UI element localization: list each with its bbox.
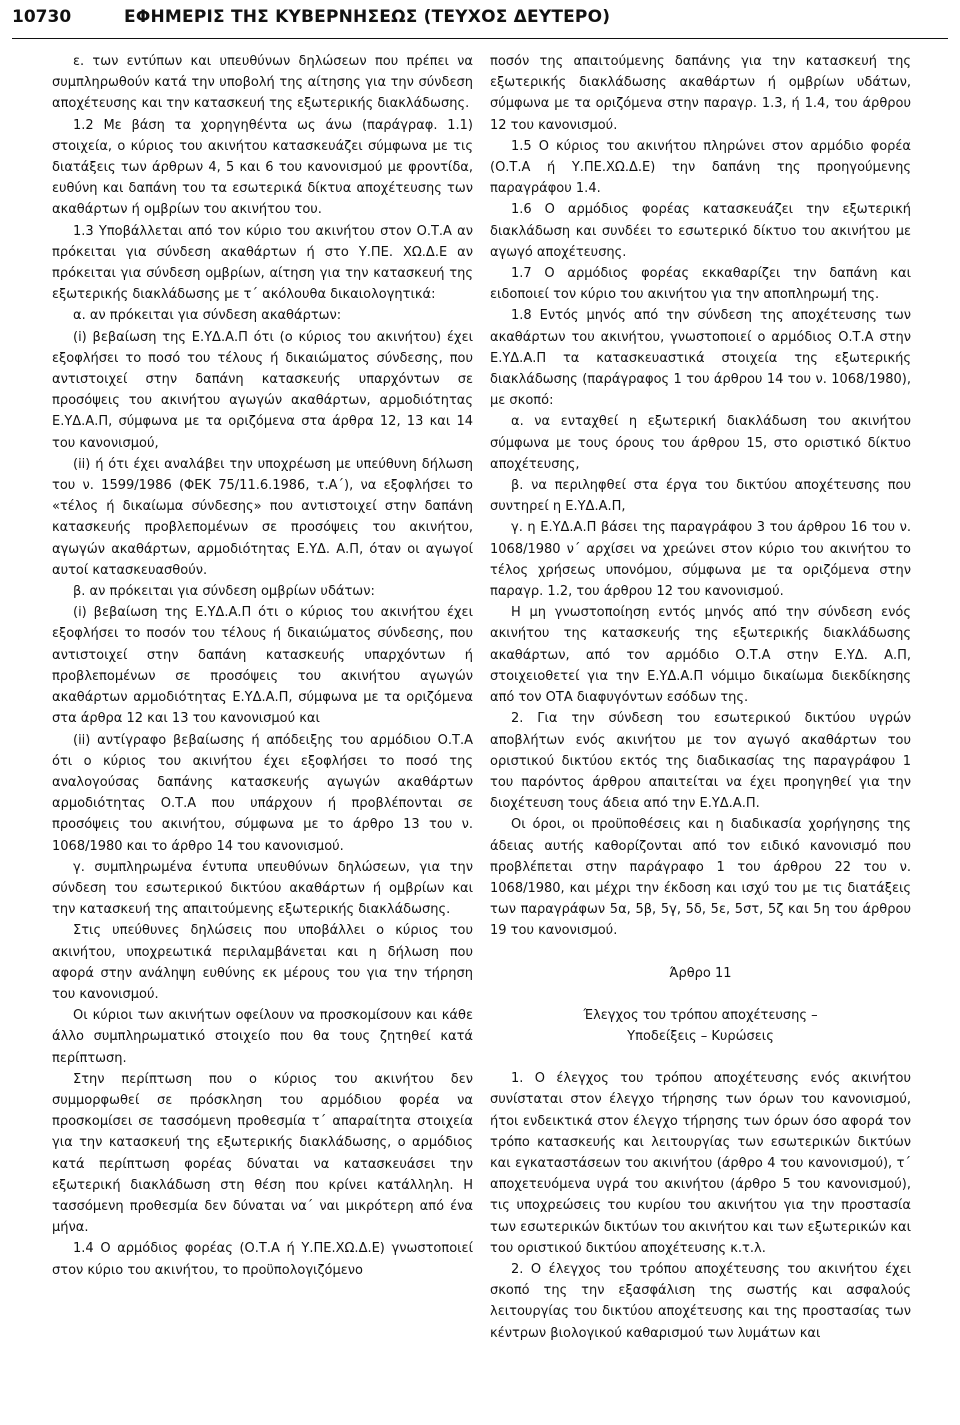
paragraph: (ii) αντίγραφο βεβαίωσης ή απόδειξης του αρμόδιου Ο.Τ.Α ότι ο κύριος του ακινήτου έχει εξοφλήσει το ποσό της αναλογούσας δαπάνης κατασκευής αγωγών ακαθάρτων αρμοδιότητας Ο.Τ.Α που υπάρχουν ή προβλέπονται σε προσόψεις του ακινήτου, σύμφωνα με το άρθρο 13 του ν. 1068/1980 και το άρθρο 14 του κανονισμού. <box>52 732 473 854</box>
paragraph: Στις υπεύθυνες δηλώσεις που υποβάλλει ο κύριος του ακινήτου, υποχρεωτικά περιλαμβάνεται και η δήλωση που αφορά στην ανάληψη ευθύνης εκ μέρους του για την τήρηση του κανονισμού. <box>52 923 473 1002</box>
paragraph: 1.3 Υποβάλλεται από τον κύριο του ακινήτου στον Ο.Τ.Α αν πρόκειται για σύνδεση ακαθάρτων ή στο Υ.ΠΕ. ΧΩ.Δ.Ε αν πρόκειται για σύνδεση ομβρίων, αίτηση για την κατασκευή της εξωτερικής διακλάδωσης με τ΄ ακόλουθα δικαιολογητικά: <box>52 223 473 303</box>
paragraph: Οι κύριοι των ακινήτων οφείλουν να προσκομίσουν και κάθε άλλο συμπληρωματικό στοιχείο που θα τους ζητηθεί κατά περίπτωση. <box>52 1008 473 1066</box>
gazette-title: ΕΦΗΜΕΡΙΣ ΤΗΣ ΚΥΒΕΡΝΗΣΕΩΣ (ΤΕΥΧΟΣ ΔΕΥΤΕΡΟ) <box>124 7 611 27</box>
paragraph: β. αν πρόκειται για σύνδεση ομβρίων υδάτων: <box>73 584 375 600</box>
paragraph: γ. η Ε.ΥΔ.Α.Π βάσει της παραγράφου 3 του άρθρου 16 του ν. 1068/1980 ν΄ αρχίσει να χρεώνει στον κύριο του ακινήτου το τέλος χρήσεως υπονόμου, σύμφωνα με τα οριζόμενα στην παραγρ. 1.2, του άρθρου 12 του κανονισμού. <box>490 520 911 600</box>
paragraph: 1.6 Ο αρμόδιος φορέας κατασκευάζει την εξωτερική διακλάδωση και συνδέει το εσωτερικό δίκτυο του ακινήτου με αγωγό αποχέτευσης. <box>490 202 911 260</box>
article-title-line1: Έλεγχος του τρόπου αποχέτευσης – <box>583 1007 818 1023</box>
paragraph: γ. συμπληρωμένα έντυπα υπευθύνων δηλώσεων, για την σύνδεση του εσωτερικού δικτύου ακαθάρτων ή ομβρίων και την κατασκευή της απαιτούμενης εξωτερικής διακλάδωσης. <box>52 859 473 918</box>
paragraph: 1. Ο έλεγχος του τρόπου αποχέτευσης ενός ακινήτου συνίσταται στον έλεγχο τήρησης των όρων του κανονισμού, ήτοι ενδεικτικά στον έλεγχο τήρησης των όρων όσο αφορά τον τρόπο κατασκευής και λειτουργίας των εσωτερικών δικτύων και εγκαταστάσεων του ακινήτου (άρθρο 4 του κανονισμού), τ΄ αποχετευόμενα υγρά του ακινήτου (άρθρο 5 του κανονισμού), τις υποχρεώσεις του κυρίου του ακινήτου για την προστασία των εσωτερικών δικτύων του ακινήτου και των εξωτερικών και του οριστικού δικτύου αποχέτευσης κ.τ.λ. <box>490 1071 911 1256</box>
right-column <box>490 51 911 1421</box>
paragraph: (ii) ή ότι έχει αναλάβει την υποχρέωση με υπεύθυνη δήλωση του ν. 1599/1986 (ΦΕΚ 75/11.6.1986, τ.Α΄), να εξοφλήσει το «τέλος ή δικαίωμα σύνδεσης» που αντιστοιχεί στην δαπάνη κατασκευής προβλεπομένων σε προσόψεις του ακινήτου, αγωγών ακαθάρτων, αρμοδιότητας Ε.ΥΔ. Α.Π, όταν οι αγωγοί αυτοί κατασκευασθούν. <box>52 456 473 578</box>
paragraph: 1.5 Ο κύριος του ακινήτου πληρώνει στον αρμόδιο φορέα (Ο.Τ.Α ή Υ.ΠΕ.ΧΩ.Δ.Ε) την δαπάνη της προηγούμενης παραγράφου 1.4. <box>490 138 911 197</box>
paragraph: Οι όροι, οι προϋποθέσεις και η διαδικασία χορήγησης της άδειας αυτής καθορίζονται από τον ειδικό κανονισμό που προβλέπεται στην παράγραφο 1 του άρθρου 22 του ν. 1068/1980, και μέχρι την έκδοση και ισχύ του με τις διατάξεις των παραγράφων 5α, 5β, 5γ, 5δ, 5ε, 5στ, 5ζ και 5η του άρθρου 19 του κανονισμού. <box>490 817 911 939</box>
page-number: 10730 <box>12 7 72 27</box>
paragraph: 1.7 Ο αρμόδιος φορέας εκκαθαρίζει την δαπάνη και ειδοποιεί τον κύριο του ακινήτου για την αποπληρωμή της. <box>490 266 911 303</box>
paragraph: α. να ενταχθεί η εξωτερική διακλάδωση του ακινήτου σύμφωνα με τους όρους του άρθρου 15, στο οριστικό δίκτυο αποχέτευσης, <box>490 414 911 472</box>
paragraph: ποσόν της απαιτούμενης δαπάνης για την κατασκευή της εξωτερικής διακλάδωσης ακαθάρτων ή ομβρίων υδάτων, σύμφωνα με τα οριζόμενα στην παραγρ. 1.3, ή 1.4, του άρθρου 12 του κανονισμού. <box>490 54 911 133</box>
article-number: Άρθρο 11 <box>669 965 732 981</box>
paragraph: ε. των εντύπων και υπευθύνων δηλώσεων που πρέπει να συμπληρωθούν κατά την υποβολή της αίτησης για την σύνδεση αποχέτευσης και την κατασκευή της εξωτερικής διακλάδωσης. <box>52 54 473 112</box>
page-header <box>12 2 952 32</box>
paragraph: 1.8 Εντός μηνός από την σύνδεση της αποχέτευσης των ακαθάρτων του ακινήτου, γνωστοποιεί ο αρμόδιος Ο.Τ.Α στην Ε.ΥΔ.Α.Π τα κατασκευαστικά στοιχεία της εξωτερικής διακλάδωσης (παράγραφος 1 του άρθρου 14 του ν. 1068/1980), με σκοπό: <box>490 308 911 409</box>
paragraph: (i) βεβαίωση της Ε.ΥΔ.Α.Π ότι ο κύριος του ακινήτου έχει εξοφλήσει το ποσόν του τέλους ή δικαιώματος σύνδεσης, που αντιστοιχεί στην δαπάνη κατασκευής υπαρχόντων ή προβλεπομένων σε προσόψεις του ακινήτου αγωγών ακαθάρτων αρμοδιότητας Ε.ΥΔ.Α.Π, σύμφωνα με τα οριζόμενα στα άρθρα 12 και 13 του κανονισμού και <box>52 605 473 727</box>
paragraph: 1.2 Με βάση τα χορηγηθέντα ως άνω (παράγραφ. 1.1) στοιχεία, ο κύριος του ακινήτου κατασκευάζει σύμφωνα με τις διατάξεις των άρθρων 4, 5 και 6 του κανονισμού με φροντίδα, ευθύνη και δαπάνη του τα εσωτερικά δίκτυα αποχέτευσης των ακαθάρτων ή ομβρίων του ακινήτου του. <box>52 117 473 218</box>
paragraph: (i) βεβαίωση της Ε.ΥΔ.Α.Π ότι (ο κύριος του ακινήτου) έχει εξοφλήσει το ποσό του τέλους ή δικαιώματος σύνδεσης, που αντιστοιχεί στην δαπάνη κατασκευής υπαρχόντων σε προσόψεις του ακινήτου αγωγών ακαθάρτων, αρμοδιότητας Ε.ΥΔ.Α.Π, σύμφωνα με τα οριζόμενα στα άρθρα 12, 13 και 14 του κανονισμού, <box>52 329 473 451</box>
article-title-line2: Υποδείξεις – Κυρώσεις <box>627 1028 774 1044</box>
paragraph: α. αν πρόκειται για σύνδεση ακαθάρτων: <box>73 308 342 324</box>
paragraph: Στην περίπτωση που ο κύριος του ακινήτου δεν συμμορφωθεί σε πρόσκληση του αρμόδιου φορέα να προσκομίσει σε τασσόμενη προθεσμία τ΄ απαραίτητα στοιχεία για την κατασκευή της εξωτερικής διακλάδωσης, ο αρμόδιος κατά περίπτωση φορέας δύναται να κατασκευάσει την εξωτερική διακλάδωση στη θέση που κρίνει κατάλληλη. Η τασσόμενη προθεσμία δεν δύναται να΄ ναι μικρότερη από ένα μήνα. <box>52 1071 473 1236</box>
paragraph: β. να περιληφθεί στα έργα του δικτύου αποχέτευσης που συντηρεί η Ε.ΥΔ.Α.Π, <box>490 478 911 515</box>
paragraph: Η μη γνωστοποίηση εντός μηνός από την σύνδεση ενός ακινήτου της κατασκευής της εξωτερικής διακλάδωσης ακαθάρτων, από τον αρμόδιο Ο.Τ.Α στην Ε.ΥΔ. Α.Π, στοιχειοθετεί για την Ε.ΥΔ.Α.Π νόμιμο δικαίωμα διεκδίκησης από τον ΟΤΑ διαφυγόντων εσόδων της. <box>490 605 911 706</box>
paragraph: 1.4 Ο αρμόδιος φορέας (Ο.Τ.Α ή Υ.ΠΕ.ΧΩ.Δ.Ε) γνωστοποιεί στον κύριο του ακινήτου, το προϋπολογιζόμενο <box>52 1241 473 1278</box>
left-column <box>52 51 473 1421</box>
header-rule <box>12 38 948 39</box>
paragraph: 2. Για την σύνδεση του εσωτερικού δικτύου υγρών αποβλήτων ενός ακινήτου με τον αγωγό ακαθάρτων του οριστικού δικτύου εκτός της διαδικασίας της παραγράφου 1 του παρόντος άρθρου απαιτείται να έχει προηγηθεί για την διοχέτευση τους άδεια από την Ε.ΥΔ.Α.Π. <box>490 711 911 812</box>
paragraph: 2. Ο έλεγχος του τρόπου αποχέτευσης του ακινήτου έχει σκοπό της την εξασφάλιση της σωστής και ασφαλούς λειτουργίας του δικτύου αποχέτευσης και της προστασίας των κέντρων βιολογικού καθαρισμού των λυμάτων και <box>490 1261 911 1341</box>
